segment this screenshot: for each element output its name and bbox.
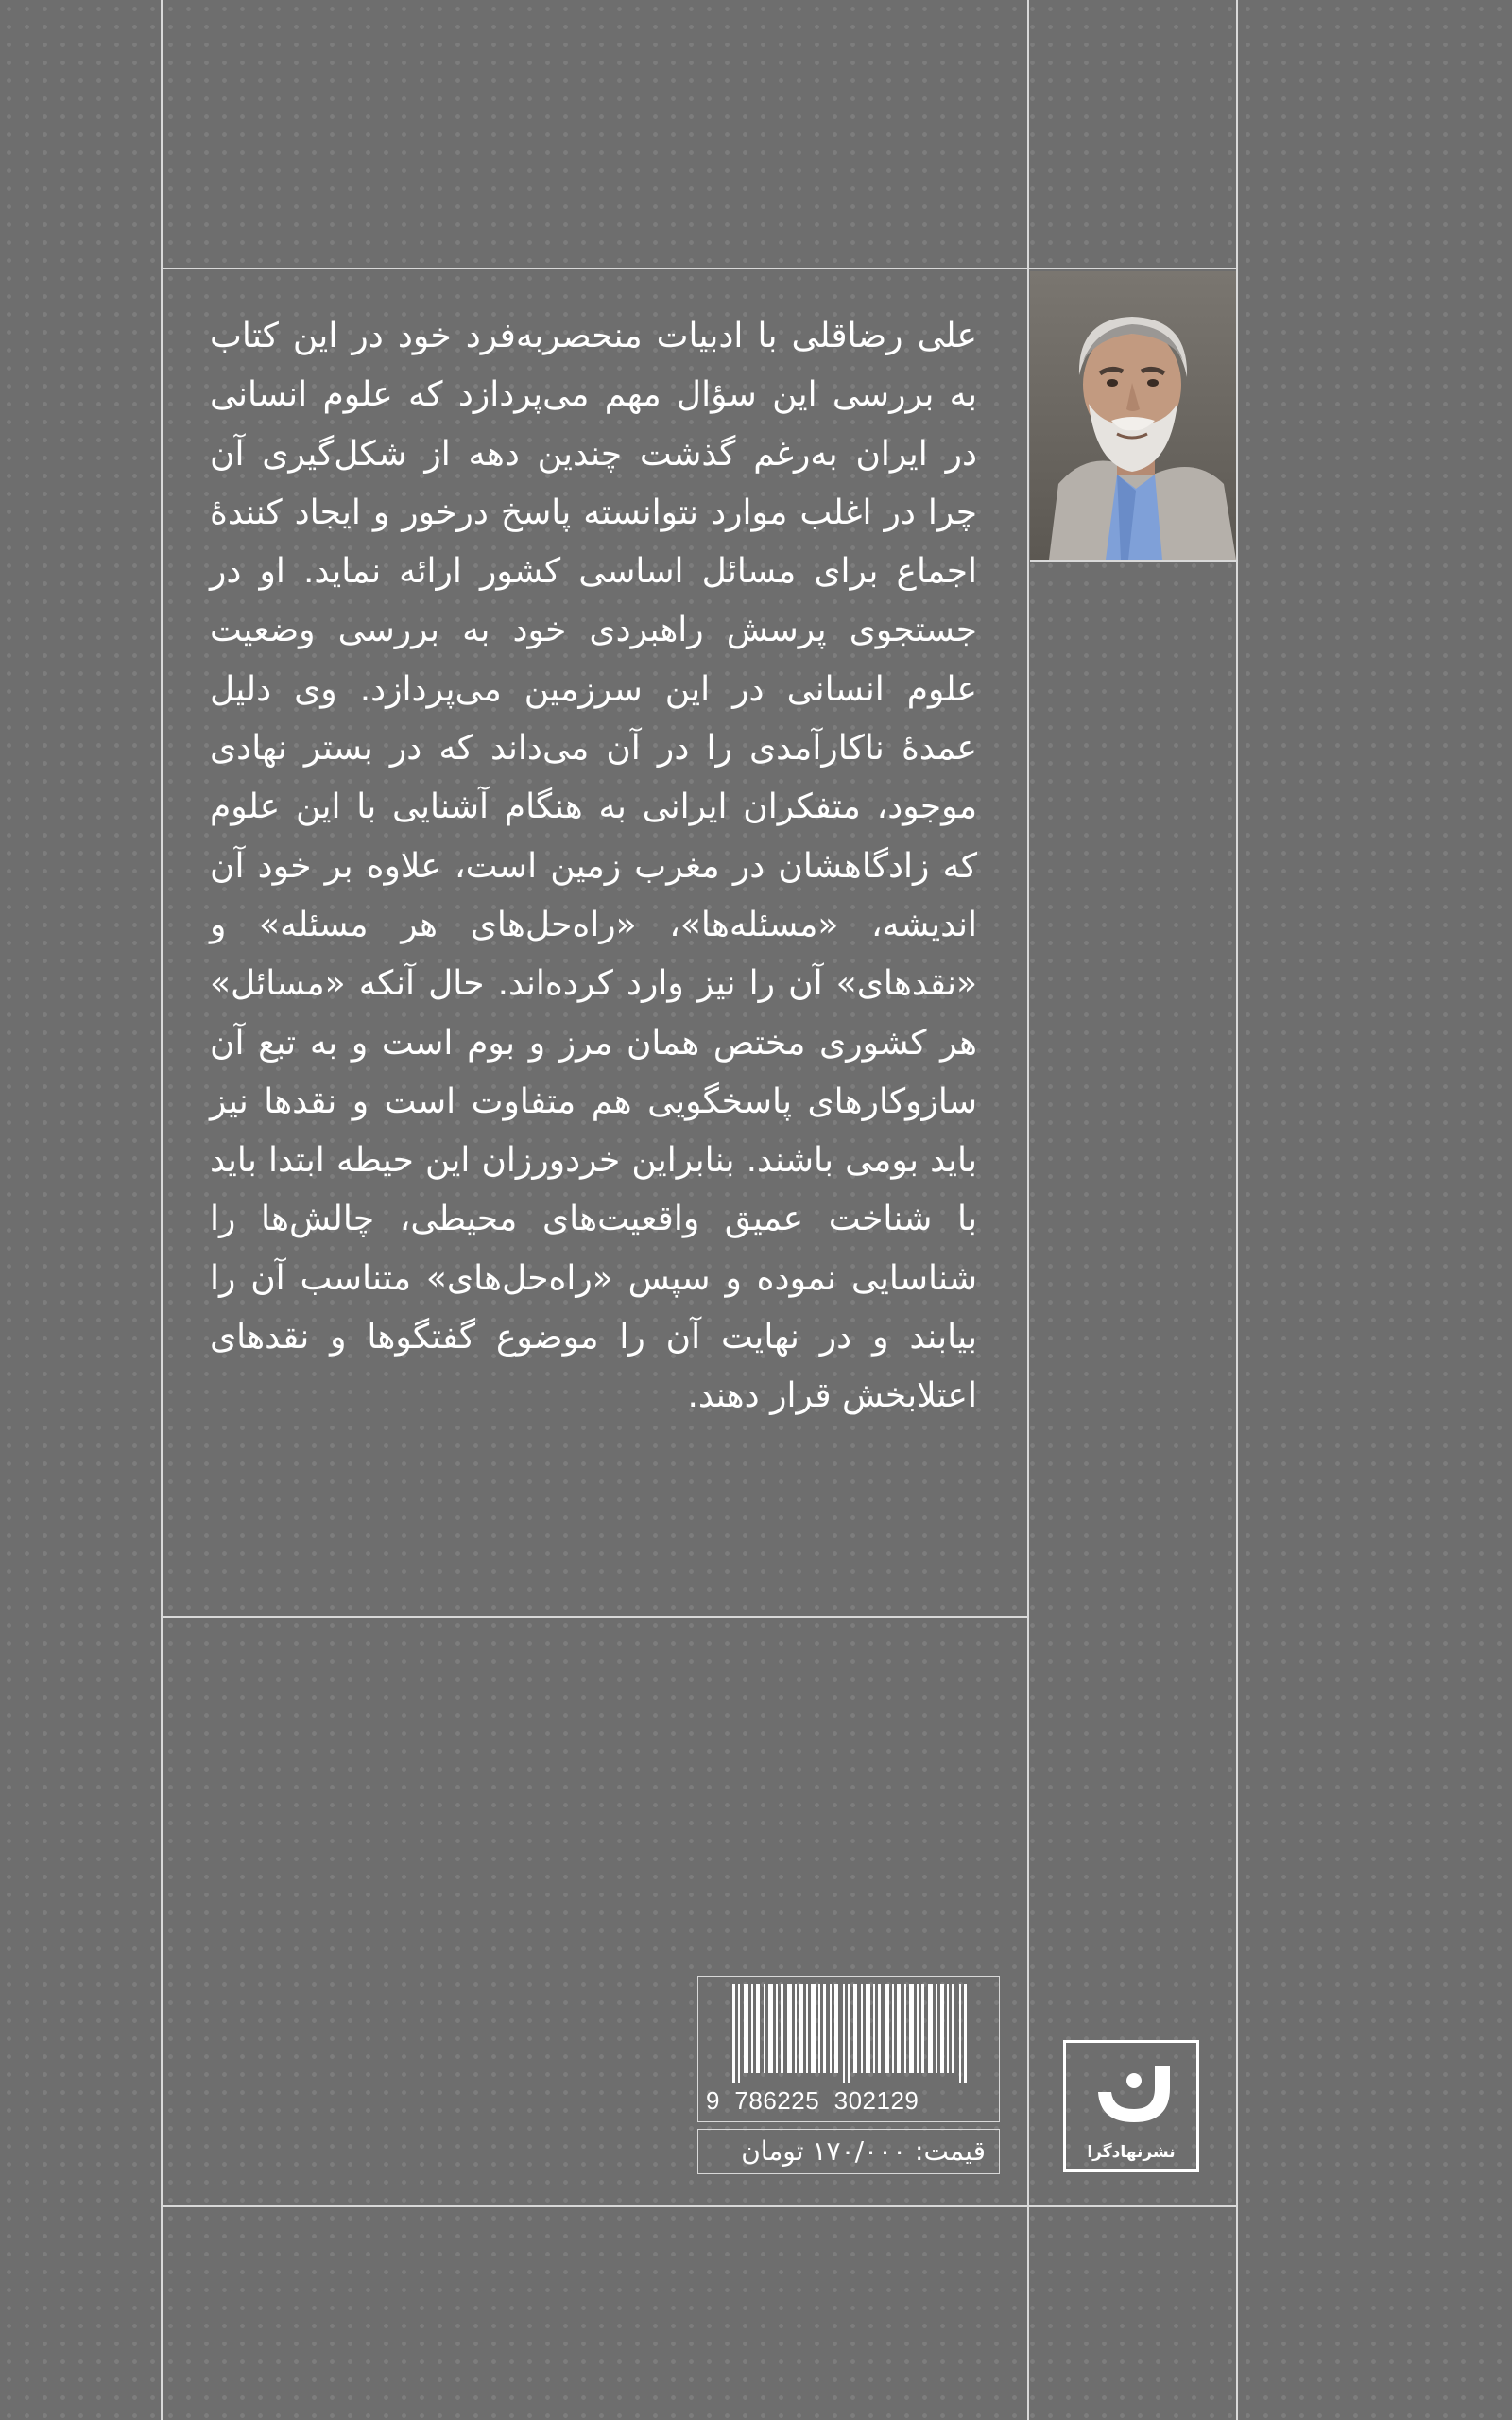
frame-line-top bbox=[161, 268, 1238, 269]
publisher-logo bbox=[1063, 2040, 1199, 2172]
price-label: قیمت: ۱۷۰/۰۰۰ تومان bbox=[697, 2129, 1000, 2174]
frame-line-left bbox=[161, 0, 163, 2420]
publisher-name: نشرنهادگرا bbox=[1087, 2143, 1176, 2162]
isbn-number: 9 786225 302129 bbox=[706, 2086, 919, 2115]
frame-line-bottom bbox=[161, 2205, 1238, 2207]
frame-line-mid bbox=[1027, 0, 1029, 2420]
frame-line-right bbox=[1236, 0, 1238, 2420]
isbn-barcode bbox=[697, 1976, 1000, 2122]
frame-line-text-bottom bbox=[161, 1616, 1029, 1618]
publisher-logo-mark bbox=[1089, 2060, 1179, 2135]
author-portrait bbox=[1030, 271, 1236, 562]
back-cover-blurb: علی رضاقلی با ادبیات منحصربه‌فرد خود در این کتاب به بررسی این سؤال مهم می‌پردازد که علوم انسانی در ایران به‌رغم گذشت چندین دهه از شکل‌گیری آن چرا در اغلب موارد نتوانسته پاسخ درخور و ایجاد کنندهٔ اجماع برای مسائل اساسی کشور ارائه نماید. او در جستجوی پرسش راهبردی خود به بررسی وضعیت علوم انسانی در این سرزمین می‌پردازد. وی دلیل عمدهٔ ناکارآمدی را در آن می‌داند که در بستر نهادی موجود، متفکران ایرانی به هنگام آشنایی با این علوم که زادگاهشان در مغرب زمین است، علاوه بر خود آن اندیشه، «مسئله‌ها»، «راه‌حل‌های هر مسئله» و «نقدهای» آن را نیز وارد کرده‌اند. حال آنکه «مسائل» هر کشوری مختص همان مرز و بوم است و به تبع آن سازوکارهای پاسخگویی هم متفاوت است و نقدها نیز باید بومی باشند. بنابراین خردورزان این حیطه ابتدا باید با شناخت عمیق واقعیت‌های محیطی، چالش‌ها را شناسایی نموده و سپس «راه‌حل‌های» متناسب آن را بیابند و در نهایت آن را موضوع گفتگوها و نقدهای اعتلابخش قرار دهند. bbox=[210, 317, 977, 1416]
